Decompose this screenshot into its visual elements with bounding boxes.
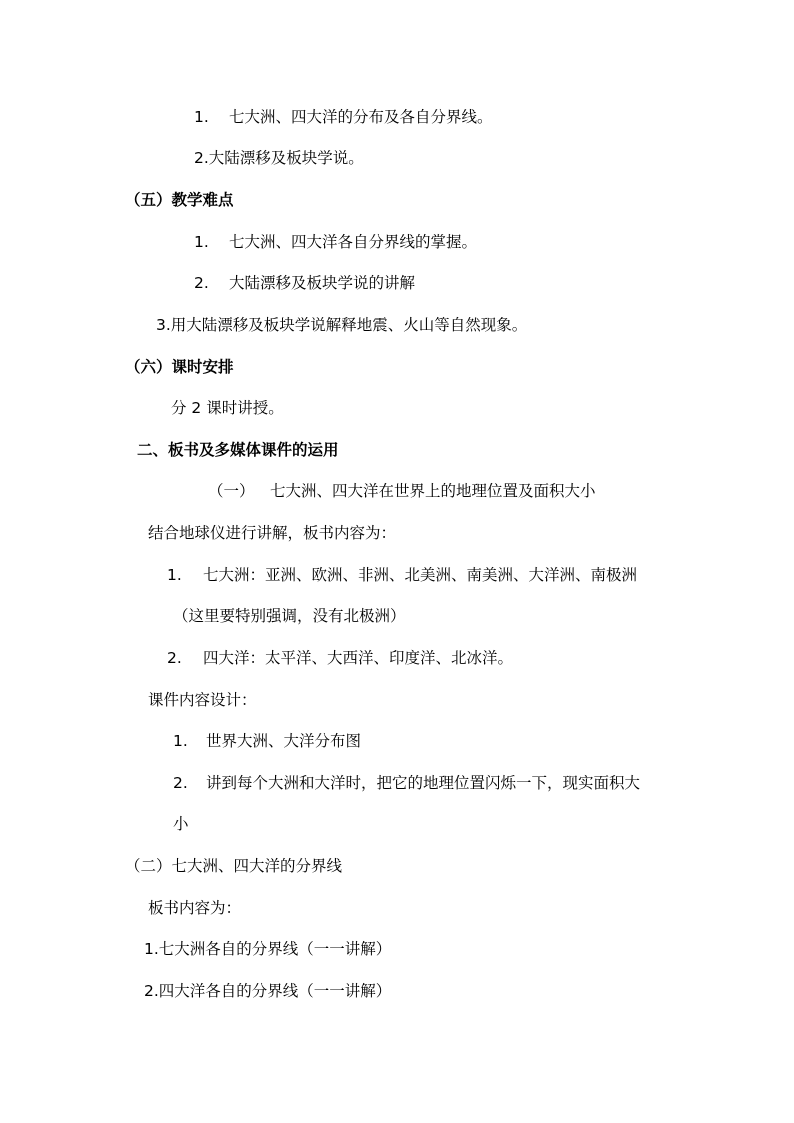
courseware-intro: 课件内容设计： — [148, 691, 257, 709]
board-item-2 — [167, 648, 513, 668]
list-text: 四大洋：太平洋、大西洋、印度洋、北冰洋。 — [203, 649, 514, 667]
section-heading-board-media: 二、板书及多媒体课件的运用 — [137, 441, 339, 459]
subsection-2-heading: （二）七大洲、四大洋的分界线 — [125, 857, 343, 875]
list-number: 2. — [194, 274, 209, 292]
difficulty-2 — [194, 273, 415, 293]
key-point-1 — [194, 107, 493, 127]
list-text: 世界大洲、大洋分布图 — [206, 732, 362, 750]
list-number: 1. — [194, 233, 209, 251]
list-text: 大陆漂移及板块学说的讲解 — [229, 274, 416, 292]
key-point-2: 2.大陆漂移及板块学说。 — [194, 149, 364, 167]
courseware-item-1 — [173, 731, 361, 751]
list-number: 2. — [167, 649, 182, 667]
list-number: 1. — [194, 108, 209, 126]
list-text: 七大洲、四大洋各自分界线的掌握。 — [229, 233, 478, 251]
courseware-item-2-continued: 小 — [173, 815, 189, 833]
difficulty-1 — [194, 232, 477, 252]
difficulty-3: 3.用大陆漂移及板块学说解释地震、火山等自然现象。 — [156, 316, 528, 334]
list-number: （一） — [208, 482, 255, 500]
list-text: 讲到每个大洲和大洋时，把它的地理位置闪烁一下，现实面积大 — [206, 774, 641, 792]
schedule-text: 分 2 课时讲授。 — [171, 399, 284, 417]
list-number: 2. — [173, 774, 188, 792]
courseware-item-2 — [173, 773, 640, 793]
list-number: 1. — [173, 732, 188, 750]
board-intro-2: 板书内容为： — [148, 899, 242, 917]
section-heading-difficulties: （五）教学难点 — [125, 191, 234, 209]
list-text: 七大洲、四大洋在世界上的地理位置及面积大小 — [270, 482, 596, 500]
section-heading-schedule: （六）课时安排 — [125, 358, 234, 376]
list-number: 1. — [167, 566, 182, 584]
board-item-1 — [167, 565, 637, 585]
boundary-item-1: 1.七大洲各自的分界线（一一讲解） — [144, 940, 392, 958]
board-item-1-note: （这里要特别强调，没有北极洲） — [173, 607, 406, 625]
board-intro: 结合地球仪进行讲解，板书内容为： — [148, 524, 397, 542]
subsection-1-heading — [208, 481, 596, 501]
boundary-item-2: 2.四大洋各自的分界线（一一讲解） — [144, 982, 392, 1000]
list-text: 七大洲：亚洲、欧洲、非洲、北美洲、南美洲、大洋洲、南极洲 — [203, 566, 638, 584]
list-text: 七大洲、四大洋的分布及各自分界线。 — [229, 108, 493, 126]
